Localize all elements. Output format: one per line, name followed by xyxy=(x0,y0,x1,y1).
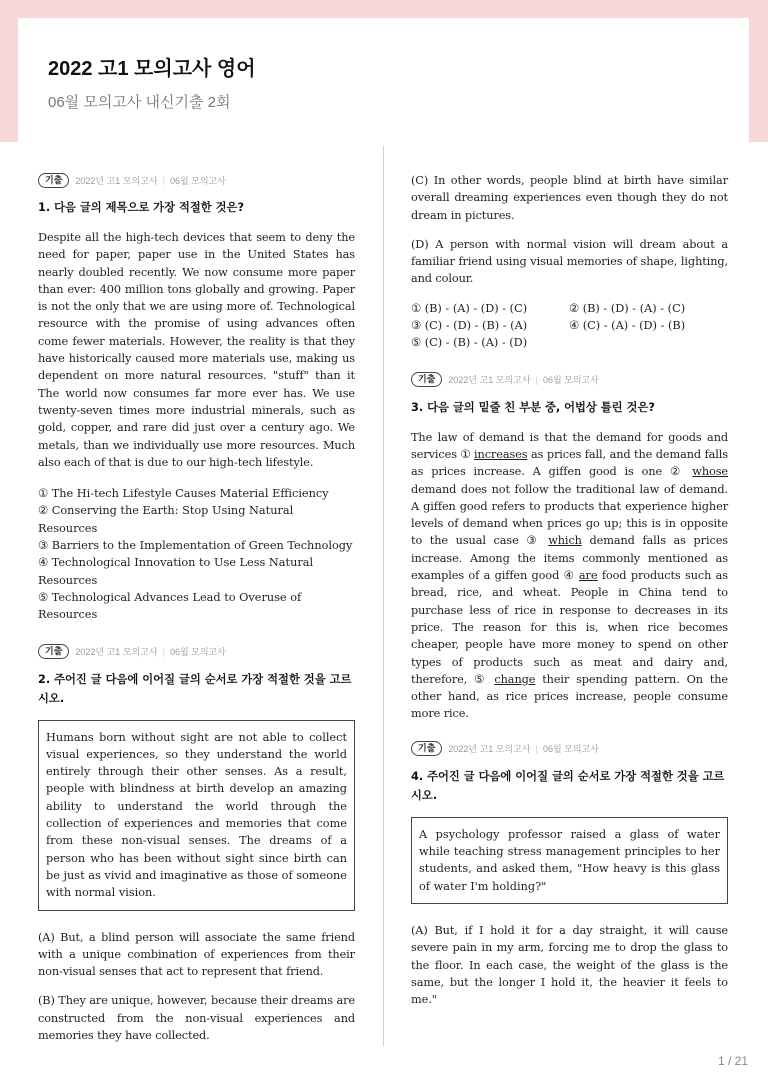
question-2-paragraph-a: (A) But, a blind person will associate the same friend with a unique combination of experiences from their non-visual senses that act to represent that friend. xyxy=(38,930,355,979)
question-source-tag xyxy=(38,172,355,188)
source-month: 06월 모의고사 xyxy=(542,744,599,755)
tag-separator: | xyxy=(162,175,165,185)
question-1-passage: Despite all the high-tech devices that seem to deny the need for paper, paper use in the United States has nearly doubled recently. We now consume more paper than ever: 400 million tons globally and growing. Paper is not the only that we are using more of. Technological resource with the promise of using advances often come fewer materials. However, the reality is that they have historically caused more materials use, making us dependent on more natural resources. "stuff" than it The world now consumes far more ever has. We use twenty-seven times more industrial minerals, such as gold, copper, and rare did just over a century ago. We metals, than we individually use more resources. Much also each of that is due to our high-tech lifestyle. xyxy=(38,231,355,469)
option-3: ③ Barriers to the Implementation of Green Technology xyxy=(38,539,353,553)
underlined-word-2: whose xyxy=(692,465,728,479)
option-3: ③ (C) - (D) - (B) - (A) xyxy=(411,319,528,333)
question-source-tag xyxy=(411,741,728,757)
option-5: ⑤ Technological Advances Lead to Overuse of Resources xyxy=(38,590,302,622)
underlined-word-5: change xyxy=(494,672,536,686)
left-column xyxy=(38,172,355,1056)
right-column xyxy=(411,172,728,1020)
source-month: 06월 모의고사 xyxy=(169,175,226,186)
column-divider xyxy=(383,146,384,1046)
question-3-passage xyxy=(411,429,728,723)
source-year: 2022년 고1 모의고사 xyxy=(448,744,531,755)
source-year: 2022년 고1 모의고사 xyxy=(75,647,158,658)
question-source-tag xyxy=(411,372,728,388)
source-year: 2022년 고1 모의고사 xyxy=(75,175,158,186)
source-badge: 기출 xyxy=(411,372,442,387)
passage-text: demand falls as prices increase. Among the items commonly mentioned as examples of a giffen good ④ xyxy=(411,534,728,583)
source-year: 2022년 고1 모의고사 xyxy=(448,375,531,386)
option-1: ① The Hi-tech Lifestyle Causes Material Efficiency xyxy=(38,487,329,501)
question-2-paragraph-d: (D) A person with normal vision will dream about a familiar friend using visual memories of shape, lighting, and colour. xyxy=(411,237,728,286)
source-badge: 기출 xyxy=(411,741,442,756)
question-4-given-passage: A psychology professor raised a glass of water while teaching stress management principles to her students, and asked them, "How heavy is this glass of water I'm holding?" xyxy=(411,817,728,904)
question-3-title: 3. 다음 글의 밑줄 친 부분 중, 어법상 틀린 것은? xyxy=(411,400,655,414)
question-2-title: 2. 주어진 글 다음에 이어질 글의 순서로 가장 적절한 것을 고르시오. xyxy=(38,672,352,705)
source-badge: 기출 xyxy=(38,173,69,188)
question-1-options xyxy=(38,485,355,623)
passage-text: as prices fall, and the demand falls as prices increase. A giffen good is one ② xyxy=(411,447,729,479)
option-5: ⑤ (C) - (B) - (A) - (D) xyxy=(411,336,528,350)
tag-separator: | xyxy=(162,646,165,657)
passage-text: The law of demand is that the demand for goods and services ① xyxy=(411,430,728,461)
document-title: 2022 고1 모의고사 영어 xyxy=(48,58,256,80)
question-1-title: 1. 다음 글의 제목으로 가장 적절한 것은? xyxy=(38,201,244,214)
tag-separator: | xyxy=(535,374,538,385)
option-2: ② (B) - (D) - (A) - (C) xyxy=(569,301,686,315)
option-4: ④ Technological Innovation to Use Less Natural Resources xyxy=(38,556,314,587)
source-month: 06월 모의고사 xyxy=(169,647,226,658)
question-4-paragraph-a: (A) But, if I hold it for a day straight, it will cause severe pain in my arm, forcing me to drop the glass to the floor. In each case, the weight of the glass is the same, but the longer I hold it, the heavier it feels to me." xyxy=(411,923,728,1007)
header-card xyxy=(18,18,749,142)
tag-separator: | xyxy=(535,743,538,754)
underlined-word-3: which xyxy=(548,534,582,548)
question-4-title: 4. 주어진 글 다음에 이어질 글의 순서로 가장 적절한 것을 고르시오. xyxy=(411,769,725,802)
page-number: 1 / 21 xyxy=(717,1054,748,1068)
question-2-paragraph-b: (B) They are unique, however, because their dreams are constructed from the non-visual experiences and memories they have collected. xyxy=(38,994,355,1042)
option-1: ① (B) - (A) - (D) - (C) xyxy=(411,301,528,315)
document-subtitle: 06월 모의고사 내신기출 2회 xyxy=(48,94,231,111)
passage-text: demand does not follow the traditional law of demand. A giffen good refers to products that experience higher levels of demand when prices go up; this is in opposite to the usual case ③ xyxy=(411,482,728,548)
source-month: 06월 모의고사 xyxy=(542,375,599,386)
underlined-word-1: increases xyxy=(474,447,528,461)
question-source-tag xyxy=(38,644,355,660)
question-2-given-passage: Humans born without sight are not able to collect visual experiences, so they understand the world entirely through their other senses. As a result, people with blindness at birth develop an amazing ability to understand the world through the collection of experiences and memories that come from these non-visual senses. The dreams of a person who has been without sight since birth can be just as vivid and imaginative as those of someone with normal vision. xyxy=(38,720,355,911)
option-4: ④ (C) - (A) - (D) - (B) xyxy=(569,319,686,333)
passage-text: food products such as bread, rice, and wheat. People in China tend to purchase less of rice in response to decreases in its price. The reason for this is, when rice becomes cheaper, people have more money to spend on other types of products such as meat and dairy and, therefore, ⑤ xyxy=(411,569,728,686)
option-2: ② Conserving the Earth: Stop Using Natural Resources xyxy=(38,504,294,535)
passage-text: their spending pattern. On the other hand, as rice prices increase, people consume more rice. xyxy=(411,672,728,721)
underlined-word-4: are xyxy=(578,569,598,583)
question-2-options xyxy=(411,300,728,352)
source-badge: 기출 xyxy=(38,644,69,659)
question-2-paragraph-c: (C) In other words, people blind at birth have similar overall dreaming experiences even though they do not dream in pictures. xyxy=(411,174,728,222)
